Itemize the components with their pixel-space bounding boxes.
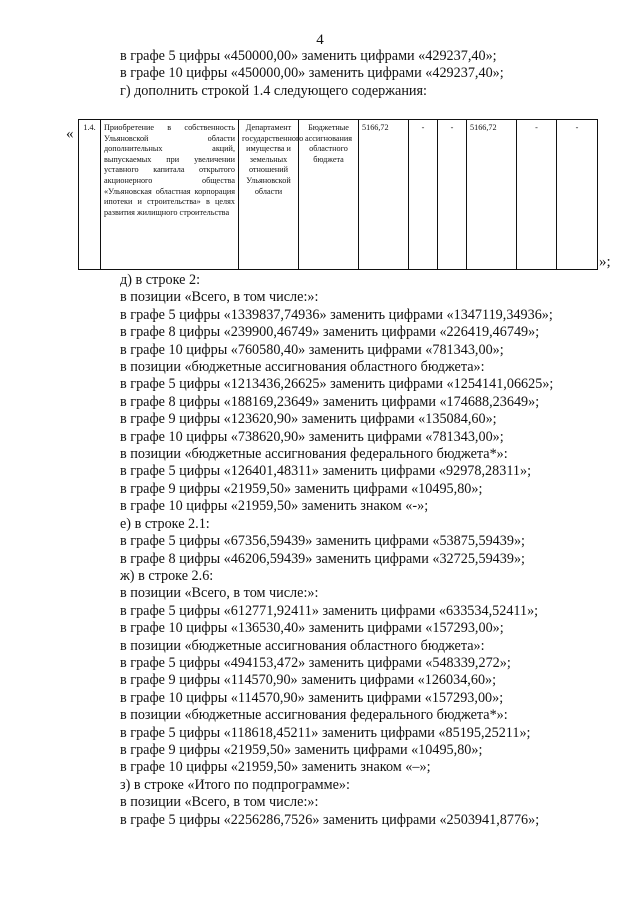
closing-quote: »; (599, 254, 611, 270)
text-line: е) в строке 2.1: (120, 515, 210, 532)
text-line: д) в строке 2: (120, 272, 201, 288)
total-amount-cell: 5166,72 (359, 120, 409, 270)
page-number: 4 (316, 32, 324, 48)
text-line: в графе 8 цифры «239900,46749» заменить цифрами «226419,46749»; (120, 324, 540, 341)
year-cell: - (557, 120, 598, 270)
text-line: в графе 9 цифры «21959,50» заменить цифрами «10495,80»; (120, 741, 483, 758)
row-number-cell: 1.4. (79, 120, 101, 270)
text-line: в графе 10 цифры «136530,40» заменить цифрами «157293,00»; (120, 620, 504, 637)
inserted-row-table (78, 119, 598, 270)
text-line: в графе 5 цифры «1339837,74936» заменить цифрами «1347119,34936»; (120, 306, 553, 323)
year-cell: - (438, 120, 467, 270)
responsible-executor-cell: Департамент государственного имущества и земельных отношений Ульяновской области (239, 120, 299, 270)
text-line: в графе 5 цифры «126401,48311» заменить цифрами «92978,28311»; (120, 463, 532, 480)
text-line: в графе 10 цифры «21959,50» заменить знаком «–»; (120, 759, 431, 776)
text-line: в графе 9 цифры «114570,90» заменить цифрами «126034,60»; (120, 672, 497, 689)
activity-name-cell: Приобретение в собственность Ульяновской области дополнительных акций, выпускаемых при увеличении уставного капитала открытого акционерного общества «Ульяновская областная корпорация ипотеки и строительства» в целях развития жилищного строительства (101, 120, 239, 270)
text-line: в графе 10 цифры «21959,50» заменить знаком «-»; (120, 498, 429, 515)
text-line: в графе 5 цифры «67356,59439» заменить цифрами «53875,59439»; (120, 533, 525, 550)
table-row (79, 120, 598, 270)
text-line: в позиции «Всего, в том числе:»: (120, 794, 319, 811)
text-line: в графе 10 цифры «738620,90» заменить цифрами «781343,00»; (120, 428, 504, 445)
text-line: г) дополнить строкой 1.4 следующего содержания: (120, 82, 427, 99)
year-cell: - (409, 120, 438, 270)
text-line: ж) в строке 2.6: (120, 567, 214, 584)
text-line: в графе 5 цифры «494153,472» заменить цифрами «548339,272»; (120, 654, 511, 671)
year-amount-cell: 5166,72 (467, 120, 517, 270)
text-line: в графе 8 цифры «46206,59439» заменить цифрами «32725,59439»; (120, 550, 525, 567)
text-line: в графе 5 цифры «450000,00» заменить цифрами «429237,40»; (120, 48, 497, 64)
year-cell: - (517, 120, 557, 270)
text-line: в позиции «Всего, в том числе:»: (120, 289, 319, 306)
text-line: в графе 9 цифры «21959,50» заменить цифрами «10495,80»; (120, 480, 483, 497)
text-line: в графе 10 цифры «450000,00» заменить цифрами «429237,40»; (120, 65, 504, 82)
text-line: в графе 5 цифры «2256286,7526» заменить цифрами «2503941,8776»; (120, 811, 540, 828)
text-line: в графе 9 цифры «123620,90» заменить цифрами «135084,60»; (120, 411, 497, 428)
text-line: в графе 10 цифры «760580,40» заменить цифрами «781343,00»; (120, 341, 504, 358)
text-line: в позиции «бюджетные ассигнования федерального бюджета*»: (120, 446, 508, 463)
main-text-block (120, 272, 620, 829)
text-line: в графе 5 цифры «612771,92411» заменить цифрами «633534,52411»; (120, 602, 539, 619)
text-line: в позиции «бюджетные ассигнования федерального бюджета*»: (120, 707, 508, 724)
text-line: в графе 8 цифры «188169,23649» заменить цифрами «174688,23649»; (120, 393, 540, 410)
opening-quote: « (66, 126, 74, 142)
text-line: в графе 5 цифры «118618,45211» заменить цифрами «85195,25211»; (120, 724, 531, 741)
funding-source-cell: Бюджетные ассигнования областного бюджета (299, 120, 359, 270)
text-line: в позиции «Всего, в том числе:»: (120, 585, 319, 602)
text-line: в позиции «бюджетные ассигнования областного бюджета»: (120, 637, 485, 654)
text-line: в позиции «бюджетные ассигнования областного бюджета»: (120, 359, 485, 376)
text-line: в графе 10 цифры «114570,90» заменить цифрами «157293,00»; (120, 689, 504, 706)
text-line: в графе 5 цифры «1213436,26625» заменить цифрами «1254141,06625»; (120, 376, 554, 393)
text-line: з) в строке «Итого по подпрограмме»: (120, 776, 350, 793)
top-text-block (120, 48, 620, 100)
